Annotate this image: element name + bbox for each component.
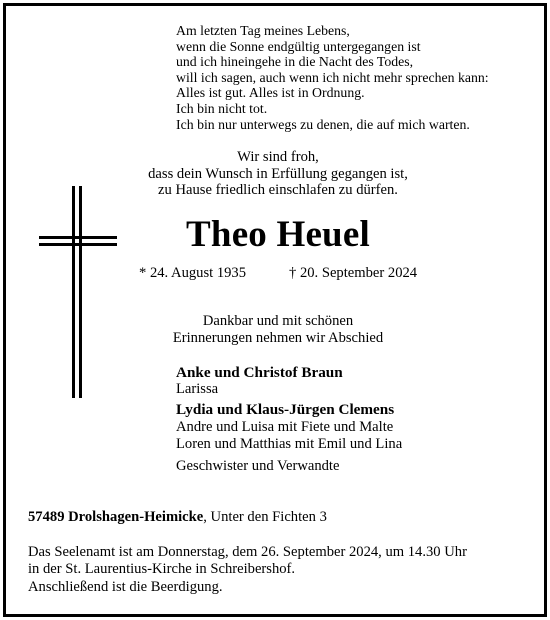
family-member-line: Larissa bbox=[176, 381, 219, 398]
deceased-name: Theo Heuel bbox=[186, 214, 370, 255]
thanks-line: Erinnerungen nehmen wir Abschied bbox=[172, 329, 384, 346]
poem-line: und ich hineingehe in die Nacht des Todes, bbox=[176, 54, 414, 70]
obituary-notice bbox=[3, 3, 547, 617]
poem-line: will ich sagen, auch wenn ich nicht mehr sprechen kann: bbox=[176, 69, 489, 85]
gratitude-line: zu Hause friedlich einschlafen zu dürfen. bbox=[158, 182, 398, 199]
service-line: Anschließend ist die Beerdigung. bbox=[28, 578, 223, 595]
service-line: Das Seelenamt ist am Donnerstag, dem 26. September 2024, um 14.30 Uhr bbox=[28, 544, 467, 560]
poem-line: Ich bin nicht tot. bbox=[176, 100, 268, 116]
poem-line: Alles ist gut. Alles ist in Ordnung. bbox=[176, 85, 365, 101]
gratitude-line: dass dein Wunsch in Erfüllung gegangen ist, bbox=[148, 165, 408, 182]
death-date: † 20. September 2024 bbox=[289, 265, 418, 281]
relatives-line: Geschwister und Verwandte bbox=[176, 458, 340, 475]
address-street: , Unter den Fichten 3 bbox=[203, 509, 327, 525]
gratitude-line: Wir sind froh, bbox=[237, 149, 319, 165]
poem bbox=[176, 23, 489, 132]
address-place: 57489 Drolshagen-Heimicke bbox=[28, 509, 204, 525]
thanks-line: Dankbar und mit schönen bbox=[202, 313, 354, 329]
family-group-head: Anke und Christof Braun bbox=[176, 364, 343, 381]
service-line: in der St. Laurentius-Kirche in Schreibershof. bbox=[28, 561, 296, 578]
family-group-head: Lydia und Klaus-Jürgen Clemens bbox=[176, 401, 395, 419]
mourning-address bbox=[28, 509, 327, 526]
thanks-text bbox=[6, 313, 550, 346]
poem-line: wenn die Sonne endgültig untergegangen ist bbox=[176, 38, 421, 54]
mourners-list bbox=[176, 364, 402, 475]
poem-line: Ich bin nur unterwegs zu denen, die auf mich warten. bbox=[176, 116, 470, 132]
service-info bbox=[28, 544, 467, 596]
family-member-line: Andre und Luisa mit Fiete und Malte bbox=[176, 418, 394, 435]
birth-date: * 24. August 1935 bbox=[139, 265, 247, 281]
poem-line: Am letzten Tag meines Lebens, bbox=[176, 23, 350, 38]
family-member-line: Loren und Matthias mit Emil und Lina bbox=[176, 435, 403, 452]
